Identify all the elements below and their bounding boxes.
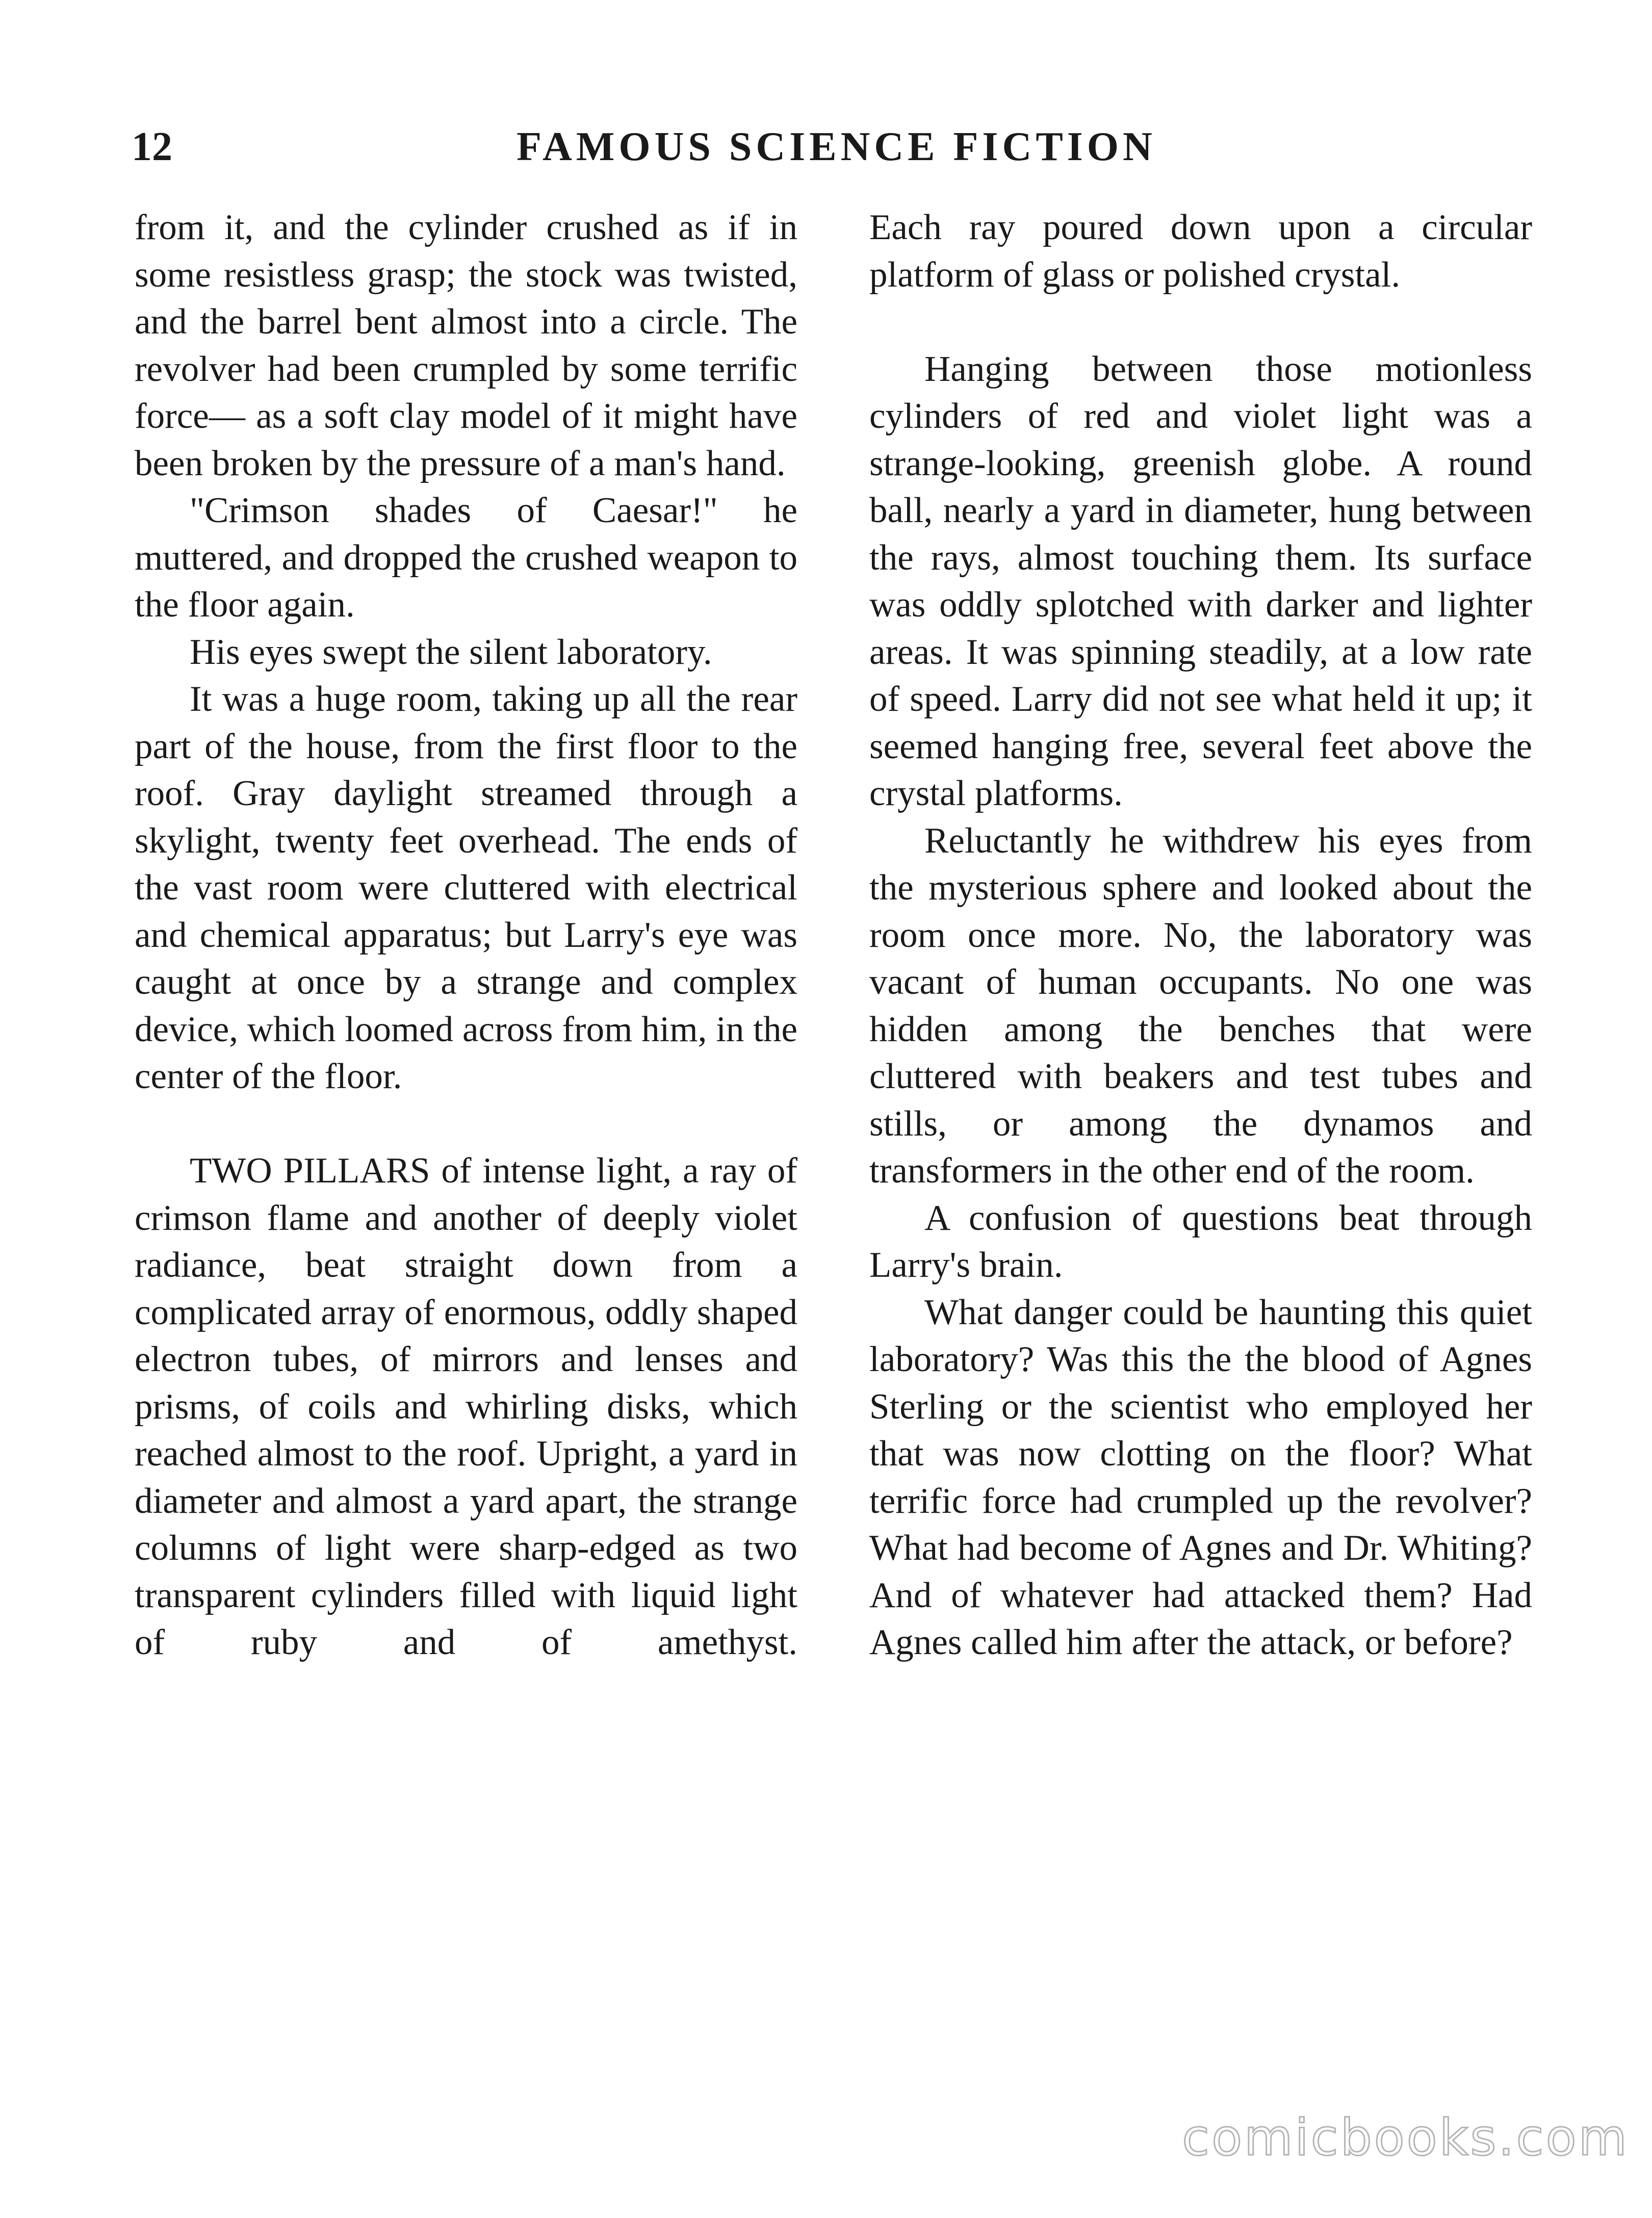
paragraph: Each ray poured down upon a circular platform of glass or polished crystal.	[869, 208, 1532, 295]
paragraph: His eyes swept the silent laboratory.	[190, 632, 712, 672]
paragraph: What danger could be haunting this quiet laboratory? Was this the the blood of Agnes Sterling or the scientist who employed her that was now clotting on the floor? What terrific force had crumpled up the revolver? What had become of Agnes and Dr. Whiting? And of whatever had attacked them? Had Agnes called him after the attack, or before?	[869, 1292, 1532, 1662]
paragraph: Hanging between those motionless cylinders of red and violet light was a strange-looking, greenish globe. A round ball, nearly a yard in diameter, hung between the rays, almost touching them. Its surface was oddly splotched with darker and lighter areas. It was spinning steadily, at a low rate of speed. Larry did not see what held it up; it seemed hanging free, several feet above the crystal platforms.	[869, 349, 1532, 813]
paragraph: from it, and the cylinder crushed as if in some resistless grasp; the stock was twisted, and the barrel bent almost into a circle. The revolver had been crumpled by some terrific force— as a soft clay model of it might have been broken by the pressure of a man's hand.	[135, 208, 797, 483]
page-number: 12	[132, 124, 172, 169]
running-header	[132, 121, 1521, 183]
running-title: FAMOUS SCIENCE FICTION	[517, 124, 1156, 169]
watermark: comicbooks.com	[1182, 2109, 1629, 2167]
paragraph: A confusion of questions beat through Larry's brain.	[869, 1198, 1532, 1285]
paragraph: Reluctantly he withdrew his eyes from the mysterious sphere and looked about the room once more. No, the laboratory was vacant of human occupants. No one was hidden among the benches that were cluttered with beakers and test tubes and stills, or among the dynamos and transformers in the other end of the room.	[869, 820, 1532, 1191]
right-column	[869, 204, 1532, 1666]
paragraph: "Crimson shades of Caesar!" he muttered, and dropped the crushed weapon to the floor again.	[135, 491, 797, 625]
left-column	[135, 204, 797, 1666]
paragraph: TWO PILLARS of intense light, a ray of crimson flame and another of deeply violet radiance, beat straight down from a complicated array of enormous, oddly shaped electron tubes, of mirrors and lenses and prisms, of coils and whirling disks, which reached almost to the roof. Upright, a yard in diameter and almost a yard apart, the strange columns of light were sharp-edged as two transparent cylinders filled with liquid light of ruby and of amethyst.	[135, 1151, 797, 1662]
paragraph: It was a huge room, taking up all the rear part of the house, from the first floor to the roof. Gray daylight streamed through a skylight, twenty feet overhead. The ends of the vast room were cluttered with electrical and chemical apparatus; but Larry's eye was caught at once by a strange and complex device, which loomed across from him, in the center of the floor.	[135, 679, 797, 1096]
